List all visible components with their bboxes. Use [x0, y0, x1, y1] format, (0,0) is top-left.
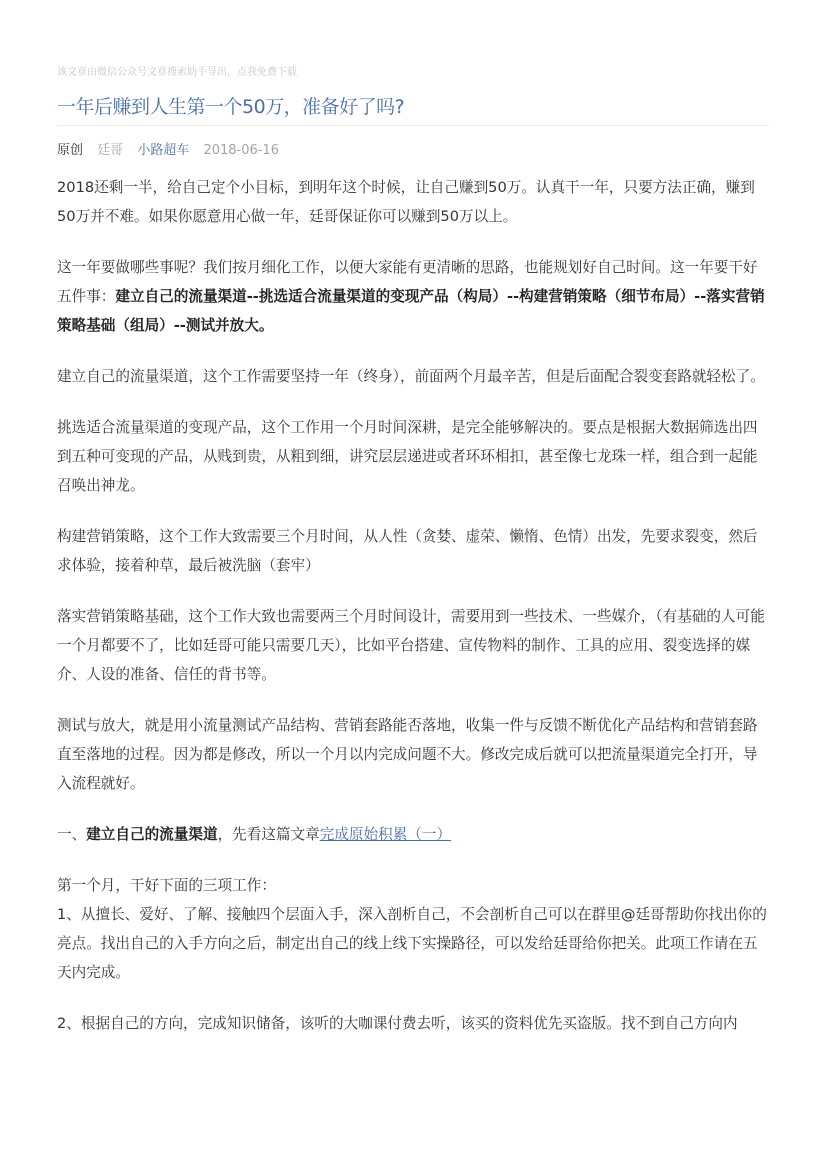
- account-name-link[interactable]: 小路超车: [137, 143, 190, 158]
- section-one-mid: ，先看这篇文章: [217, 826, 320, 843]
- paragraph-products: 挑选适合流量渠道的变现产品，这个工作用一个月时间深耕，是完全能够解决的。要点是根据大数据筛选出四到五种可变现的产品，从贱到贵，从粗到细，讲究层层递进或者环环相扣，甚至像七龙珠一样，组合到一起能召唤出神龙。: [57, 419, 758, 494]
- five-tasks-bold: 建立自己的流量渠道--挑选适合流量渠道的变现产品（构局）--构建营销策略（细节布局）--落实营销策略基础（组局）--测试并放大。: [57, 288, 765, 334]
- article-title: 一年后赚到人生第一个50万，准备好了吗?: [57, 96, 405, 118]
- paragraph-marketing-strategy: 构建营销策略，这个工作大致需要三个月时间，从人性（贪婪、虚荣、懒惰、色情）出发，先要求裂变，然后求体验，接着种草，最后被洗脑（套牢）: [57, 528, 758, 574]
- paragraph-strategy-foundation: 落实营销策略基础，这个工作大致也需要两三个月时间设计，需要用到一些技术、一些媒介，（有基础的人可能一个月都要不了，比如廷哥可能只需要几天），比如平台搭建、宣传物料的制作、工具的应用、裂变选择的媒介、人设的准备、信任的背书等。: [57, 608, 765, 683]
- article-body: [57, 173, 767, 1060]
- month-one-item-1: 1、从擅长、爱好、了解、接触四个层面入手，深入剖析自己，不会剖析自己可以在群里@廷哥帮助你找出你的亮点。找出自己的入手方向之后，制定出自己的线上线下实操路径，可以发给廷哥给你把关。此项工作请在五天内完成。: [57, 906, 767, 981]
- article-meta: [57, 139, 289, 158]
- paragraph-traffic-channel: 建立自己的流量渠道，这个工作需要坚持一年（终身），前面两个月最辛苦，但是后面配合裂变套路就轻松了。: [57, 368, 765, 385]
- paragraph-five-tasks: [57, 253, 767, 340]
- five-tasks-lead: 这一年要做哪些事呢？我们按月细化工作，以便大家能有更清晰的思路，也能规划好自己时间。这一年要干好五件事：: [57, 259, 758, 305]
- title-divider: [57, 125, 769, 126]
- author-name: 廷哥: [97, 143, 124, 158]
- paragraph-test-scale: 测试与放大，就是用小流量测试产品结构、营销套路能否落地，收集一件与反馈不断优化产品结构和营销套路直至落地的过程。因为都是修改，所以一个月以内完成问题不大。修改完成后就可以把流量渠道完全打开，导入流程就好。: [57, 717, 758, 792]
- related-article-link[interactable]: 完成原始积累（一）: [319, 826, 452, 843]
- month-one-item-2: 2、根据自己的方向，完成知识储备，该听的大咖课付费去听，该买的资料优先买盗版。找不到自己方向内: [57, 1015, 738, 1032]
- section-one-heading: [57, 820, 767, 849]
- month-one-intro: 第一个月，干好下面的三项工作：: [57, 877, 276, 894]
- paragraph-intro: 2018还剩一半，给自己定个小目标，到明年这个时候，让自己赚到50万。认真干一年，只要方法正确，赚到50万并不难。如果你愿意用心做一年，廷哥保证你可以赚到50万以上。: [57, 179, 755, 225]
- publish-date: 2018-06-16: [203, 143, 280, 158]
- section-one-prefix: 一、: [57, 826, 87, 843]
- original-tag: 原创: [57, 143, 84, 158]
- section-one-bold: 建立自己的流量渠道: [86, 826, 218, 843]
- export-notice-link[interactable]: 该文章由微信公众号文章搜索助手导出，点我免费下载: [57, 67, 297, 78]
